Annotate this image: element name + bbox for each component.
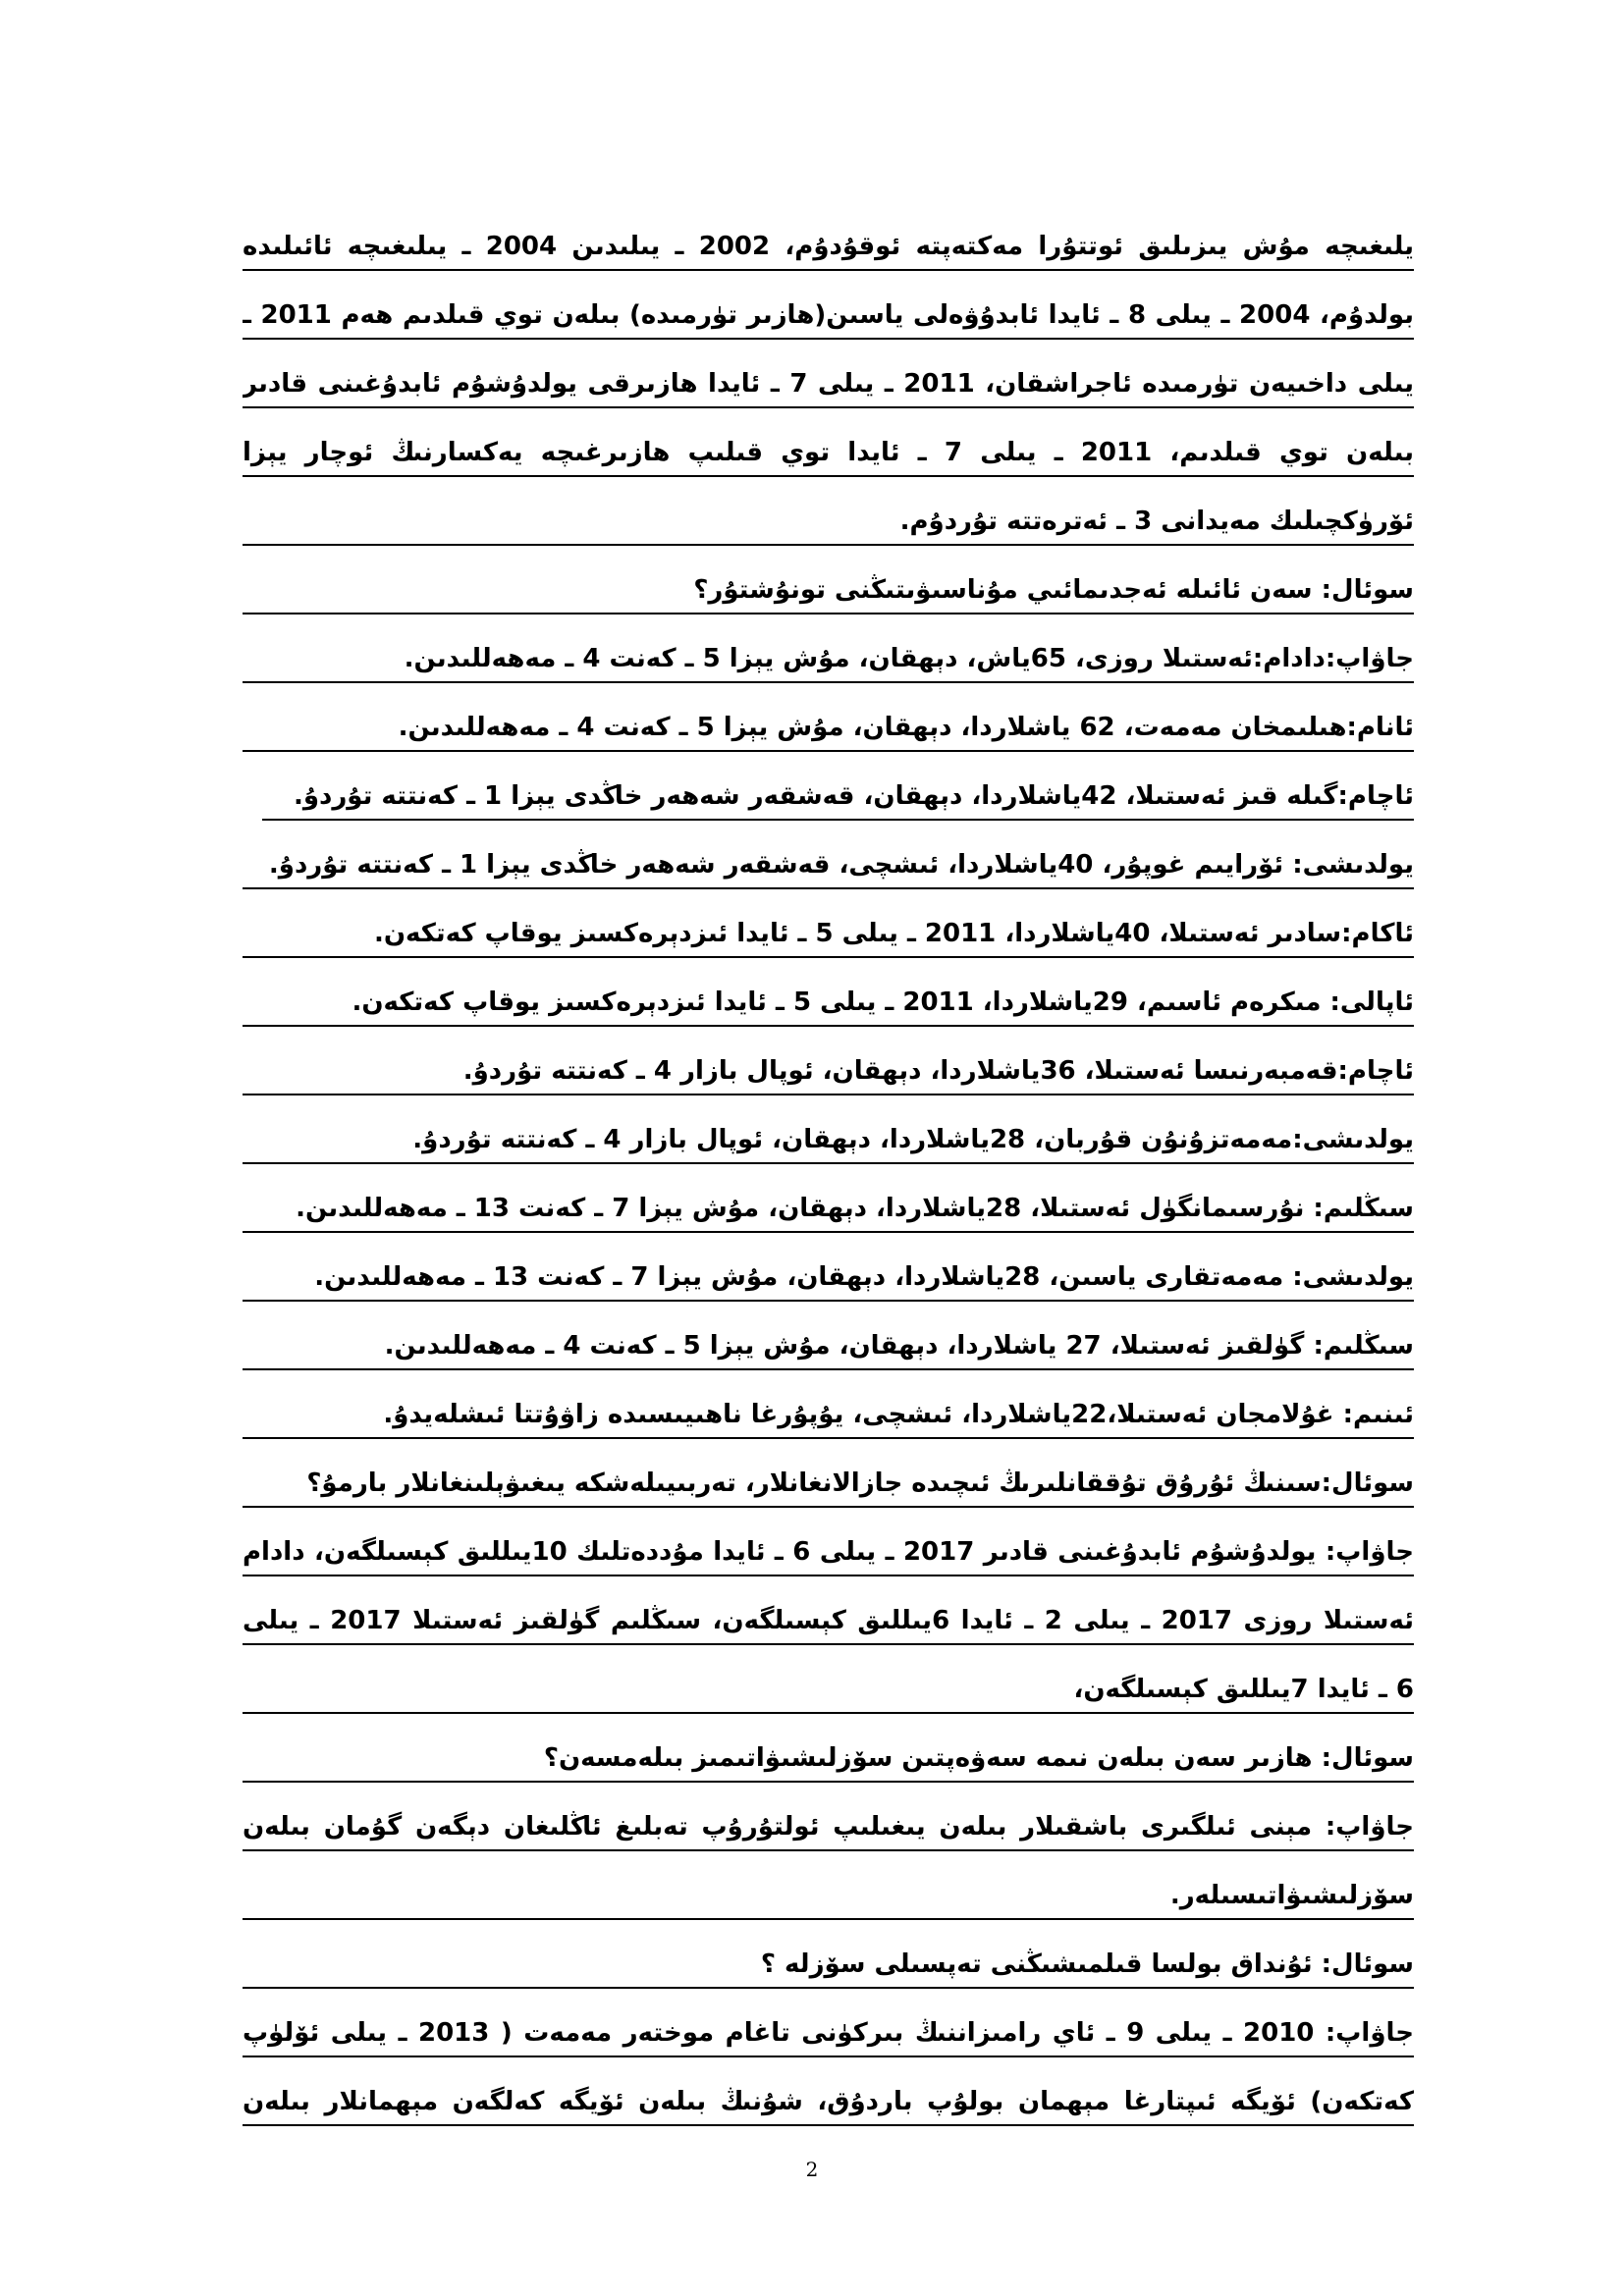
line-text: ئەستىلا روزى 2017 ـ يىلى 2 ـ ئايدا 6يىللىق كېسىلگەن، سىڭلىم گۈلقىز ئەستىلا 2017 ـ يىلى	[243, 1606, 1414, 1635]
underline	[243, 406, 1414, 408]
text-line	[243, 483, 1414, 552]
underline	[243, 2056, 1414, 2057]
line-text: يولدىشى: ئۆرايىم غوپۇر، 40ياشلاردا، ئىشچى، قەشقەر شەھەر خاڭدى يېزا 1 ـ كەنتتە تۇردۇ.	[268, 850, 1414, 880]
line-text: يلىغىچە مۇش يىزىلىق ئوتتۇرا مەكتەپتە ئوقۇدۇم، 2002 ـ يىلىدىن 2004 ـ يىلىغىچە ئائىلىدە	[243, 232, 1414, 261]
line-text: ئانام:ھىلىمخان مەمەت، 62 ياشلاردا، دېھقان، مۇش يېزا 5 ـ كەنت 4 ـ مەھەللىدىن.	[398, 713, 1414, 742]
text-line	[243, 1376, 1414, 1445]
underline	[243, 475, 1414, 477]
underline	[243, 1918, 1414, 1920]
underline	[243, 2124, 1414, 2126]
underline	[243, 1094, 1414, 1095]
line-text: ئاكام:سادىر ئەستىلا، 40ياشلاردا، 2011 ـ يىلى 5 ـ ئايدا ئىزدېرەكسىز يوقاپ كەتكەن.	[373, 919, 1414, 948]
text-line	[243, 1995, 1414, 2063]
text-line	[243, 1308, 1414, 1376]
line-text: ئاپالى: مىكرەم ئاسىم، 29ياشلاردا، 2011 ـ يىلى 5 ـ ئايدا ئىزدېرەكسىز يوقاپ كەتكەن.	[352, 988, 1414, 1017]
text-line	[243, 1514, 1414, 1582]
underline	[243, 887, 1414, 889]
underline	[243, 1987, 1414, 1989]
line-text: كەتكەن) ئۆيگە ئىپتارغا مېھمان بولۇپ باردۇق، شۇنىڭ بىلەن ئۆيگە كەلگەن مېھمانلار بىلەن	[243, 2087, 1414, 2116]
underline	[243, 613, 1414, 614]
text-line	[243, 414, 1414, 483]
line-text: جاۋاپ: يولدۇشۇم ئابدۇغىنى قادىر 2017 ـ يىلى 6 ـ ئايدا مۇددەتلىك 10يىللىق كېسىلگەن، دادام	[243, 1537, 1414, 1567]
text-line	[243, 1170, 1414, 1239]
underline	[243, 1849, 1414, 1851]
line-text: جاۋاپ: مېنى ئىلگىرى باشقىلار بىلەن يىغىلىپ ئولتۇرۇپ تەبلىغ ئاڭلىغان دېگەن گۇمان بىلەن	[243, 1812, 1414, 1842]
underline	[243, 338, 1414, 340]
underline	[243, 269, 1414, 271]
underline	[243, 1300, 1414, 1302]
text-line	[243, 758, 1414, 827]
text-line	[243, 895, 1414, 964]
line-text: ئۆرۈكچىلىك مەيدانى 3 ـ ئەترەتتە تۇردۇم.	[899, 507, 1414, 536]
underline	[243, 1506, 1414, 1508]
line-text: يولدىشى: مەمەتقارى ياسىن، 28ياشلاردا، دېھقان، مۇش يېزا 7 ـ كەنت 13 ـ مەھەللىدىن.	[314, 1262, 1414, 1292]
line-text: سۆزلىشىۋاتىسىلەر.	[1169, 1881, 1414, 1910]
line-text: سىڭلىم: نۇرسىمانگۈل ئەستىلا، 28ياشلاردا، دېھقان، مۇش يېزا 7 ـ كەنت 13 ـ مەھەللىدىن.	[296, 1194, 1414, 1223]
underline	[243, 1781, 1414, 1783]
underline	[243, 750, 1414, 752]
line-text: يىلى داخىيەن تۈرمىدە ئاجراشقان، 2011 ـ يىلى 7 ـ ئايدا ھازىرقى يولدۇشۇم ئابدۇغىنى قادىر	[243, 369, 1414, 399]
underline	[243, 956, 1414, 958]
underline	[243, 1575, 1414, 1576]
line-text: بولدۇم، 2004 ـ يىلى 8 ـ ئايدا ئابدۇۋەلى ياسىن(ھازىر تۈرمىدە) بىلەن توي قىلدىم ھەم 2011 ـ	[243, 300, 1414, 330]
line-text: سوئال:سىنىڭ ئۇرۇق تۇققانلىرىڭ ئىچىدە جازالانغانلار، تەربىيىلەشكە يىغىۋېلىنغانلار بارمۇ؟	[306, 1468, 1414, 1498]
line-text: ئاچام:گىلە قىز ئەستىلا، 42ياشلاردا، دېھقان، قەشقەر شەھەر خاڭدى يېزا 1 ـ كەنتتە تۇردۇ.	[293, 781, 1414, 811]
underline	[243, 1231, 1414, 1233]
line-text: سوئال: ھازىر سەن بىلەن نىمە سەۋەپتىن سۆزلىشىۋاتىمىز بىلەمسەن؟	[543, 1743, 1414, 1773]
underline	[243, 544, 1414, 546]
line-text: سىڭلىم: گۈلقىز ئەستىلا، 27 ياشلاردا، دېھقان، مۇش يېزا 5 ـ كەنت 4 ـ مەھەللىدىن.	[384, 1331, 1414, 1361]
underline	[243, 1368, 1414, 1370]
line-text: سوئال: سەن ئائىلە ئەجدىمائىي مۇناسىۋىتىڭنى تونۇشتۇر؟	[693, 575, 1414, 605]
text-line	[243, 1720, 1414, 1789]
underline	[243, 1162, 1414, 1164]
text-line	[243, 277, 1414, 346]
text-line	[243, 1926, 1414, 1995]
line-text: جاۋاپ:دادام:ئەستىلا روزى، 65ياش، دېھقان، مۇش يېزا 5 ـ كەنت 4 ـ مەھەللىدىن.	[404, 644, 1414, 673]
text-line	[243, 208, 1414, 277]
text-line	[243, 827, 1414, 895]
page-number: 2	[805, 2158, 819, 2181]
text-line	[243, 346, 1414, 414]
line-text: بىلەن توي قىلدىم، 2011 ـ يىلى 7 ـ ئايدا توي قىلىپ ھازىرغىچە يەكسارنىڭ ئوچار يېزا	[243, 438, 1414, 467]
underline	[243, 681, 1414, 683]
text-line	[243, 1033, 1414, 1101]
line-text: جاۋاپ: 2010 ـ يىلى 9 ـ ئاي رامىزاننىڭ بىركۈنى تاغام موختەر مەمەت ( 2013 ـ يىلى ئۆلۈپ	[243, 2018, 1414, 2048]
line-text: يولدىشى:مەمەتزۇنۇن قۇربان، 28ياشلاردا، دېھقان، ئوپال بازار 4 ـ كەنتتە تۇردۇ.	[412, 1125, 1414, 1154]
underline	[243, 1712, 1414, 1714]
text-line	[243, 1445, 1414, 1514]
text-line	[243, 552, 1414, 620]
text-line	[243, 620, 1414, 689]
text-line	[243, 689, 1414, 758]
text-line	[243, 1101, 1414, 1170]
underline	[243, 1437, 1414, 1439]
text-line	[243, 2063, 1414, 2132]
text-line	[243, 1857, 1414, 1926]
text-line	[243, 1789, 1414, 1857]
underline	[262, 819, 1414, 821]
underline	[243, 1643, 1414, 1645]
text-line	[243, 1239, 1414, 1308]
text-line	[243, 1582, 1414, 1651]
text-line	[243, 964, 1414, 1033]
document-body	[243, 208, 1414, 2132]
text-line	[243, 1651, 1414, 1720]
line-text: ئاچام:قەمبەرنىسا ئەستىلا، 36ياشلاردا، دېھقان، ئوپال بازار 4 ـ كەنتتە تۇردۇ.	[462, 1056, 1414, 1086]
line-text: ئىنىم: غۇلامجان ئەستىلا،22ياشلاردا، ئىشچى، يۇپۇرغا ناھىيىسىدە زاۋۇتتا ئىشلەيدۇ.	[383, 1400, 1414, 1429]
line-text: سوئال: ئۇنداق بولسا قىلمىشىڭنى تەپسىلى سۆزلە ؟	[760, 1949, 1414, 1979]
underline	[243, 1025, 1414, 1027]
line-text: 6 ـ ئايدا 7يىللىق كېسىلگەن،	[1073, 1675, 1414, 1704]
